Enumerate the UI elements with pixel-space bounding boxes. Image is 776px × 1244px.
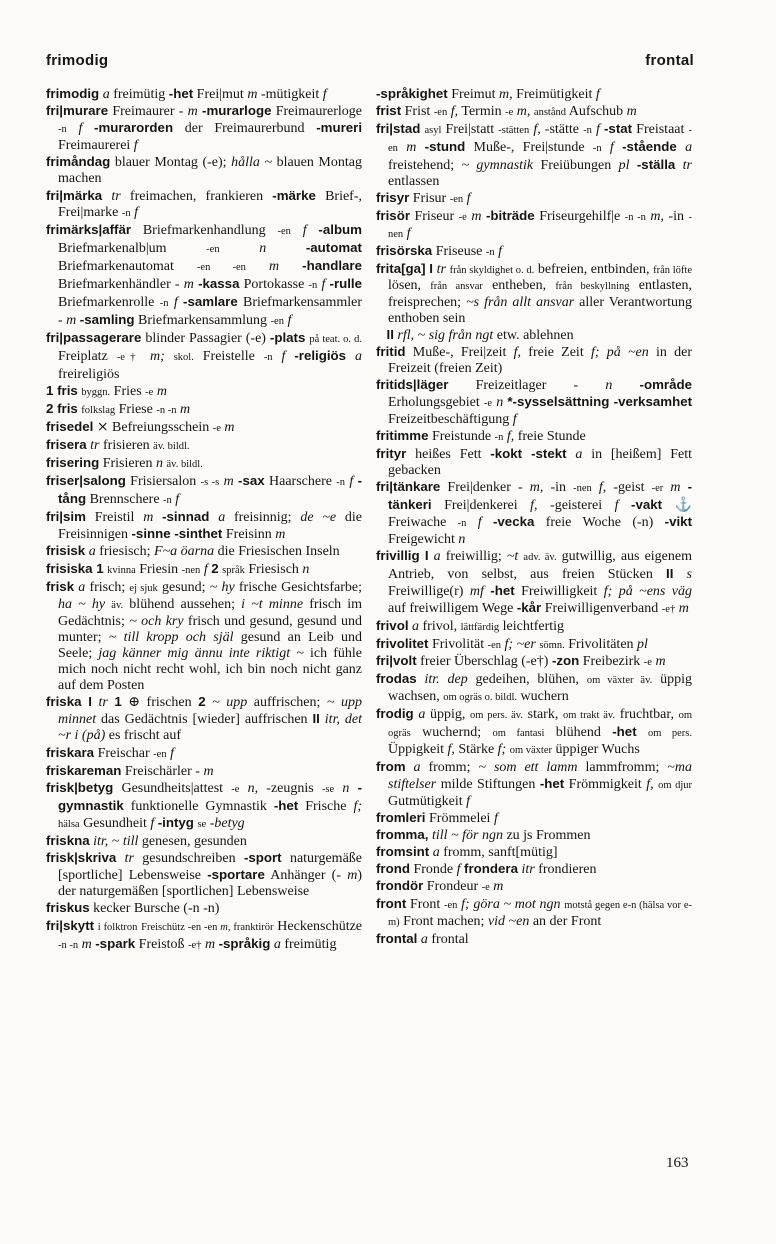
dictionary-entry: fromleri Frömmelei f	[376, 810, 498, 827]
dictionary-entry: fri|volt freier Überschlag (-e†) -zon Freibezirk -e m	[376, 653, 666, 670]
dictionary-entry: fri|sim Freistil m -sinnad a freisinnig; de ~e die Freisinnigen -sinne -sinthet Freisinn m	[46, 509, 363, 543]
dictionary-entry: fri|passagerare blinder Passagier (-e) -plats på teat. o. d. Freiplatz -e† m; skol. Freistelle -n f -religiös a freireligiös	[46, 330, 363, 382]
dictionary-entry: frisisk a friesisch; F~a öarna die Friesischen Inseln	[46, 543, 340, 560]
dictionary-entry: frontal a frontal	[376, 930, 469, 947]
running-head-right: frontal	[645, 52, 694, 69]
dictionary-entry: frivillig I a freiwillig; ~t adv. äv. gutwillig, aus eigenem Antrieb, von selbst, aus freien Stücken II s Freiwillige(r) mf -het Freiwilligkeit f; på ~ens väg auf freiwilligem Wege -kår Freiwilligenverband -e† m	[376, 547, 693, 616]
dictionary-entry: friskna itr, ~ till genesen, gesunden	[46, 833, 247, 850]
dictionary-entry: from a fromm; ~ som ett lamm lammfromm; ~ma stiftelser milde Stiftungen -het Frömmigkeit f, om djur Gutmütigkeit f	[376, 759, 693, 810]
dictionary-entry: frita[ga] I tr från skyldighet o. d. befreien, entbinden, från löfte lösen, från ansvar entheben, från beskyllning entlasten, freisprechen; ~s från allt ansvar aller Verantwortung enthoben sein	[376, 260, 693, 327]
dictionary-entry: frivolitet Frivolität -en f; ~er sömn. Frivolitäten pl	[376, 635, 648, 652]
dictionary-entry: fritids|läger Freizeitlager - n -område Erholungsgebiet -e n *-sysselsättning -verksamhet Freizeitbeschäftigung f	[376, 377, 693, 428]
running-head-left: frimodig	[46, 52, 109, 69]
dictionary-entry: 2 fris folkslag Friese -n -n m	[46, 400, 191, 417]
dictionary-entry: frondör Frondeur -e m	[376, 877, 504, 894]
dictionary-entry: 1 fris byggn. Fries -e m	[46, 382, 167, 399]
dictionary-entry: II rfl, ~ sig från ngt etw. ablehnen	[386, 327, 574, 344]
dictionary-entry: frisörska Friseuse -n f	[376, 242, 502, 259]
dictionary-entry: friskus kecker Bursche (-n -n)	[46, 900, 220, 917]
right-column	[376, 86, 692, 948]
dictionary-entry: fri|stad asyl Frei|statt -stätten f, -stätte -n f -stat Freistaat -en m -stund Muße-, Frei|stunde -n f -stående a freistehend; ~ gymnastik Freiübungen pl -ställa tr entlassen	[376, 120, 693, 189]
dictionary-entry: friskara Freischar -en f	[46, 744, 174, 761]
dictionary-entry: frimodig a freimütig -het Frei|mut m -mütigkeit f	[46, 86, 327, 102]
left-column	[46, 86, 362, 954]
dictionary-entry: fromma, till ~ för ngn zu js Frommen	[376, 826, 591, 843]
dictionary-entry: friser|salong Frisiersalon -s -s m -sax Haarschere -n f -tång Brennschere -n f	[46, 473, 363, 508]
dictionary-entry: frisör Friseur -e m -biträde Friseurgehilf|e -n -n m, -in -nen f	[376, 207, 693, 241]
dictionary-entry: frisk a frisch; ej sjuk gesund; ~ hy frische Gesichtsfarbe; ha ~ hy äv. blühend aussehen; i ~t minne frisch im Gedächtnis; ~ och kry frisch und gesund, gesund und munter; ~ till kropp och själ gesund an Leib und Seele; jag känner mig ännu inte riktigt ~ ich fühle mich noch nicht recht wohl, ich bin noch nicht ganz auf dem Posten	[46, 578, 363, 694]
dictionary-entry: fritimme Freistunde -n f, freie Stunde	[376, 428, 586, 445]
dictionary-entry: frisiska 1 kvinna Friesin -nen f 2 språk Friesisch n	[46, 560, 310, 577]
dictionary-entry: fritid Muße-, Frei|zeit f, freie Zeit f; på ~en in der Freizeit (freien Zeit)	[376, 344, 693, 377]
dictionary-entry: fri|skytt i folktron Freischütz -en -en m, franktirör Heckenschütze -n -n m -spark Freistoß -e† m -språkig a freimütig	[46, 917, 363, 952]
dictionary-entry: -språkighet Freimut m, Freimütigkeit f	[376, 86, 600, 102]
dictionary-entry: frityr heißes Fett -kokt -stekt a in [heißem] Fett gebacken	[376, 446, 693, 478]
dictionary-entry: frisk|betyg Gesundheits|attest -e n, -zeugnis -se n -gymnastik funktionelle Gymnastik -het Frische f; hälsa Gesundheit f -intyg se -betyg	[46, 779, 363, 831]
dictionary-entry: fri|tänkare Frei|denker - m, -in -nen f, -geist -er m -tänkeri Frei|denkerei f, -geisterei f -vakt ⚓ Freiwache -n f -vecka freie Woche (-n) -vikt Freigewicht n	[376, 478, 693, 547]
dictionary-entry: frimåndag blauer Montag (-e); hålla ~ blauen Montag machen	[46, 154, 362, 187]
dictionary-entry: friskareman Freischärler - m	[46, 762, 214, 779]
dictionary-entry: frodig a üppig, om pers. äv. stark, om trakt äv. fruchtbar, om ogräs wuchernd; om fantasi blühend -het om pers. Üppigkeit f, Stärke f; om växter üppiger Wuchs	[376, 706, 693, 758]
page-number: 163	[666, 1155, 689, 1171]
dictionary-entry: frisk|skriva tr gesundschreiben -sport naturgemäße [sportliche] Lebensweise -sportare Anhänger (- m) der naturgemäßen [sportlichen] Lebensweise	[46, 850, 362, 900]
dictionary-entry: frodas itr. dep gedeihen, blühen, om växter äv. üppig wachsen, om ogräs o. bildl. wuchern	[376, 671, 693, 705]
dictionary-entry: frisera tr frisieren äv. bildl.	[46, 436, 190, 453]
dictionary-entry: fri|murare Freimaurer - m -murarloge Freimaurerloge -n f -murarorden der Freimaurerbund -mureri Freimaurerei f	[46, 103, 363, 154]
dictionary-entry: front Front -en f; göra ~ mot ngn motstå gegen e-n (hälsa vor e-m) Front machen; vid ~en an der Front	[376, 895, 693, 929]
dictionary-entry: fri|märka tr freimachen, frankieren -märke Brief-, Frei|marke -n f	[46, 187, 362, 220]
dictionary-entry: frisyr Frisur -en f	[376, 189, 471, 206]
dictionary-entry: frist Frist -en f, Termin -e m, anstånd Aufschub m	[376, 102, 637, 119]
dictionary-entry: frisering Frisieren n äv. bildl.	[46, 454, 203, 471]
dictionary-entry: frisedel ⨯ Befreiungsschein -e m	[46, 418, 235, 435]
dictionary-entry: frond Fronde f frondera itr frondieren	[376, 860, 597, 877]
dictionary-entry: friska I tr 1 ⊕ frischen 2 ~ upp auffrischen; ~ upp minnet das Gedächtnis [wieder] auffrischen II itr, det ~r i (på) es frischt auf	[46, 694, 363, 744]
dictionary-entry: frimärks|affär Briefmarkenhandlung -en f -album Briefmarkenalb|um -en n -automat Briefmarkenautomat -en -en m -handlare Briefmarkenhändler - m -kassa Portokasse -n f -rulle Briefmarkenrolle -n f -samlare Briefmarkensammler - m -samling Briefmarkensammlung -en f	[46, 221, 363, 329]
dictionary-entry: fromsint a fromm, sanft[mütig]	[376, 843, 558, 860]
dictionary-entry: frivol a frivol, lättfärdig leichtfertig	[376, 617, 565, 634]
